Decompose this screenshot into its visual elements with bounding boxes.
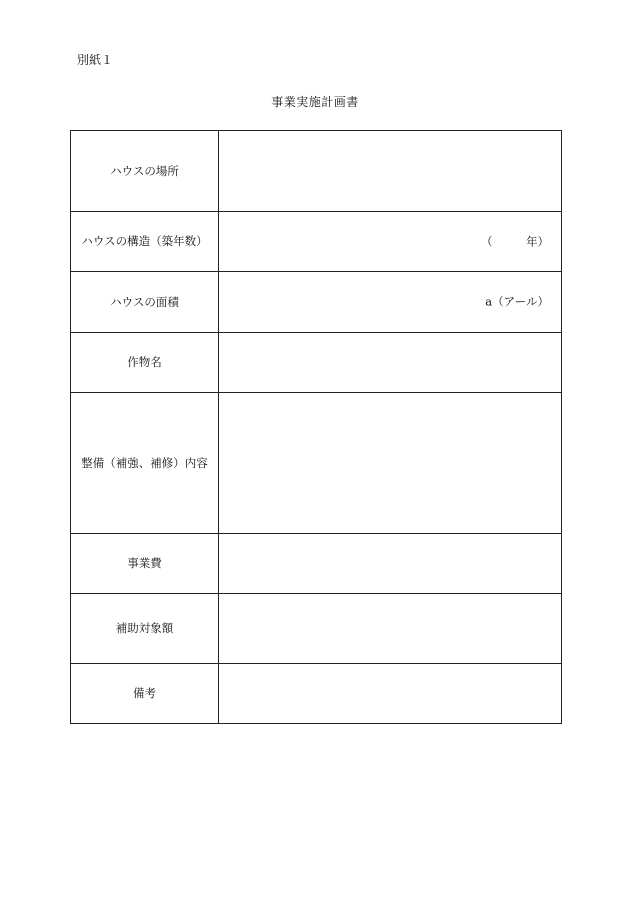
row-label-remarks: 備考 <box>71 664 219 724</box>
area-unit: a（アール） <box>485 294 549 309</box>
field-maintenance[interactable] <box>219 393 562 534</box>
table-row-crop <box>71 333 562 393</box>
field-project-cost[interactable] <box>219 534 562 594</box>
field-remarks[interactable] <box>219 664 562 724</box>
table-row-subsidy-amount <box>71 594 562 664</box>
row-label-crop: 作物名 <box>71 333 219 393</box>
table-row-maintenance <box>71 393 562 534</box>
row-label-location: ハウスの場所 <box>71 131 219 212</box>
table-row-project-cost <box>71 534 562 594</box>
table-row-structure <box>71 212 562 272</box>
field-location[interactable] <box>219 131 562 212</box>
row-label-subsidy-amount: 補助対象額 <box>71 594 219 664</box>
field-structure[interactable] <box>219 212 562 272</box>
field-subsidy-amount[interactable] <box>219 594 562 664</box>
document-title: 事業実施計画書 <box>271 95 359 109</box>
row-label-project-cost: 事業費 <box>71 534 219 594</box>
table-row-area <box>71 272 562 333</box>
row-label-maintenance: 整備（補強、補修）内容 <box>71 393 219 534</box>
year-unit: 年） <box>526 234 549 248</box>
attachment-label: 別紙１ <box>77 53 114 67</box>
row-label-area: ハウスの面積 <box>71 272 219 333</box>
table-row-remarks <box>71 664 562 724</box>
row-label-structure: ハウスの構造（築年数） <box>71 212 219 272</box>
field-area[interactable] <box>219 272 562 333</box>
year-open-paren: （ <box>481 234 493 248</box>
table-row-location <box>71 131 562 212</box>
field-crop[interactable] <box>219 333 562 393</box>
plan-table <box>70 130 562 724</box>
